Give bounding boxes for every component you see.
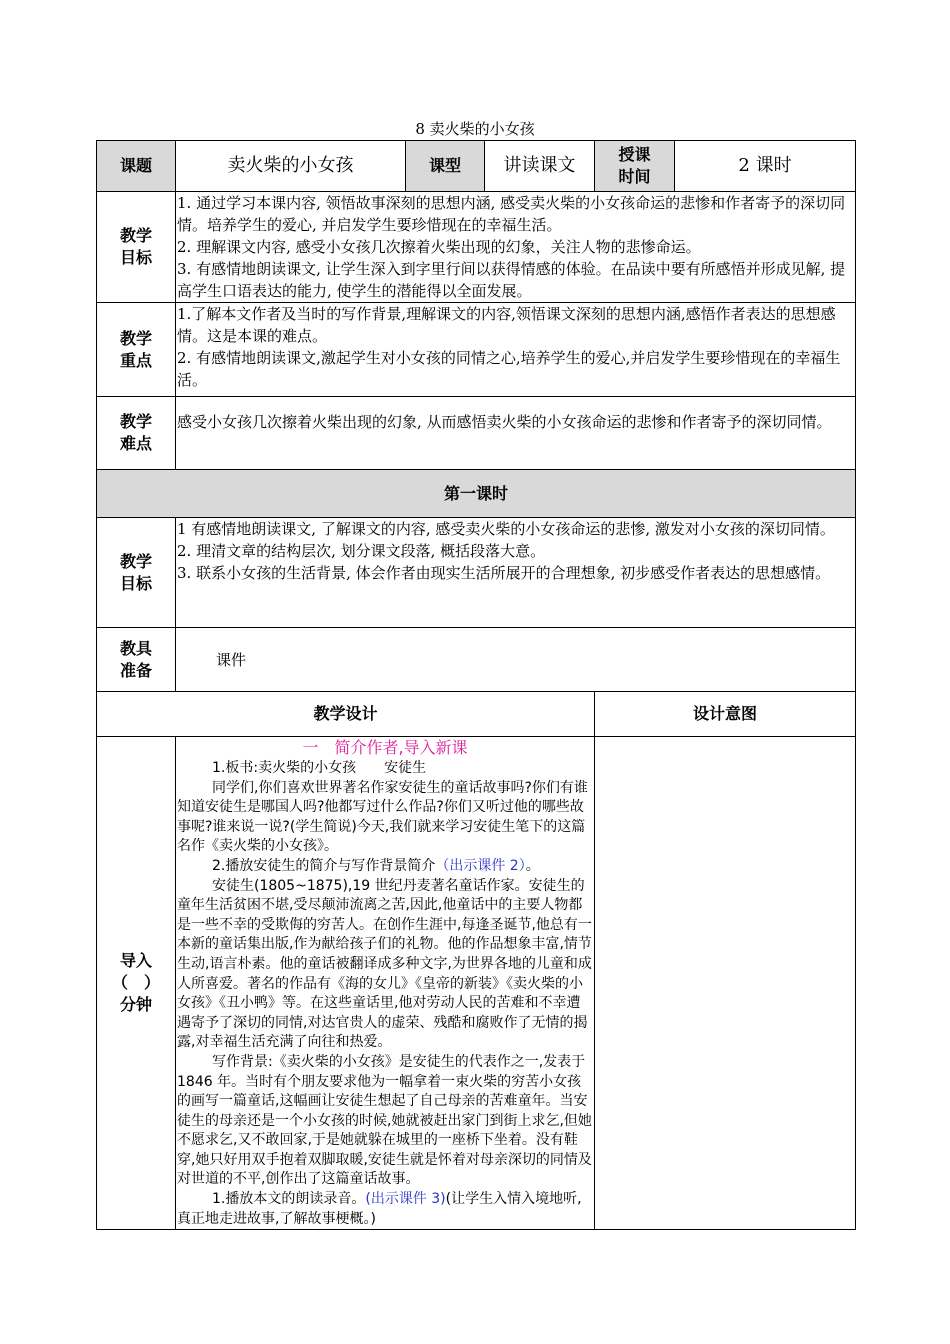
difficulty-text: 感受小女孩几次擦着火柴出现的幻象, 从而感悟卖火柴的小女孩命运的悲惨和作者寄予的深切同情。 — [177, 413, 832, 431]
lesson1-goals-row — [97, 518, 856, 628]
tools-value: 课件 — [176, 628, 856, 692]
design-paragraph-text: 2.播放安徒生的简介与写作背景简介 — [212, 857, 436, 874]
goals-row — [97, 192, 856, 303]
lesson1-banner-row — [97, 470, 856, 518]
design-paragraph-end: (让学生入情入境地听,真正地走进故事,了解故事梗概。) — [177, 1191, 582, 1227]
design-content — [176, 737, 595, 1230]
design-paragraph: 1.板书:卖火柴的小女孩 安徒生 — [212, 760, 427, 776]
intent-content — [595, 737, 856, 1230]
topic-label: 课题 — [97, 141, 176, 192]
time-label — [595, 141, 675, 192]
goals-content — [176, 192, 856, 303]
goals-label — [97, 192, 176, 303]
header-row — [97, 141, 856, 192]
design-paragraph — [177, 1190, 593, 1229]
keypoint-item: 2. 有感情地朗读课文,激起学生对小女孩的同情之心,培养学生的爱心,并启发学生要珍惜现在的幸福生活。 — [177, 349, 841, 389]
document-title: 8 卖火柴的小女孩 — [415, 120, 535, 138]
design-paragraph-text: 1.播放本文的朗读录音。 — [212, 1191, 366, 1208]
lesson1-goals-content — [176, 518, 856, 628]
difficulty-label-text: 教学难点 — [119, 412, 152, 453]
goal-item: 3. 有感情地朗读课文, 让学生深入到字里行间以获得情感的体验。在品读中要有所感悟并形成见解, 提高学生口语表达的能力, 使学生的潜能得以全面发展。 — [177, 260, 846, 300]
topic-value: 卖火柴的小女孩 — [176, 141, 406, 192]
lesson1-goal-item: 1 有感情地朗读课文, 了解课文的内容, 感受卖火柴的小女孩命运的悲惨, 激发对小女孩的深切同情。 — [177, 520, 835, 538]
lesson1-title: 第一课时 — [97, 470, 856, 518]
difficulty-label — [97, 397, 176, 470]
courseware-note: （出示课件 2） — [435, 857, 526, 874]
lesson1-goal-item: 2. 理清文章的结构层次, 划分课文段落, 概括段落大意。 — [177, 542, 546, 560]
goal-item: 2. 理解课文内容, 感受小女孩几次擦着火柴出现的幻象，关注人物的悲惨命运。 — [177, 238, 701, 256]
tools-label-text: 教具准备 — [119, 638, 152, 680]
difficulty-row — [97, 397, 856, 470]
tools-label — [97, 628, 176, 692]
design-paragraph: 写作背景:《卖火柴的小女孩》是安徒生的代表作之一,发表于1846 年。当时有个朋友要求他为一幅拿着一束火柴的穷苦小女孩的画写一篇童话,这幅画让安徒生想起了自己母亲的苦难童年。当安徒生的母亲还是一个小女孩的时候,她就被赶出家门到街上求乞,但她不愿求乞,又不敢回家,于是她就躲在城里的一座桥下坐着。没有鞋穿,她只好用双手抱着双脚取暖,安徒生就是怀着对母亲深切的同情及对世道的不平,创作出了这篇童话故事。 — [177, 1053, 592, 1188]
lesson1-goal-item: 3. 联系小女孩的生活背景, 体会作者由现实生活所展开的合理想象, 初步感受作者表达的思想感情。 — [177, 564, 831, 582]
type-label: 课型 — [406, 141, 485, 192]
section-title: 一 简介作者,导入新课 — [302, 738, 468, 757]
design-paragraph: 同学们,你们喜欢世界著名作家安徒生的童话故事吗?你们有谁知道安徒生是哪国人吗?他都写过什么作品?你们又听过他的哪些故事呢?谁来说一说?(学生简说)今天,我们就来学习安徒生笔下的这篇名作《卖火柴的小女孩》。 — [177, 779, 588, 855]
type-value: 讲读课文 — [485, 141, 595, 192]
stage-label-text: 导入（ ）分钟 — [111, 951, 160, 1015]
keypoints-row — [97, 303, 856, 397]
lesson1-goals-label-text: 教学目标 — [119, 551, 152, 593]
stage-label — [97, 737, 176, 1230]
lesson-plan-table — [96, 140, 856, 1230]
keypoints-content — [176, 303, 856, 397]
keypoint-item: 1.了解本文作者及当时的写作背景,理解课文的内容,领悟课文深刻的思想内涵,感悟作者表达的思想感情。这是本课的难点。 — [177, 305, 836, 345]
design-header-row — [97, 692, 856, 737]
time-value: 2 课时 — [675, 141, 856, 192]
courseware-note: (出示课件 3) — [365, 1191, 446, 1208]
design-paragraph: 安徒生(1805~1875),19 世纪丹麦著名童话作家。安徒生的童年生活贫困不堪,受尽颠沛流离之苦,因此,他童话中的主要人物都是一些不幸的受欺侮的穷苦人。在创作生涯中,每逢圣诞节,他总有一本新的童话集出版,作为献给孩子们的礼物。他的作品想象丰富,情节生动,语言朴素。他的童话被翻译成多种文字,为世界各地的儿童和成人所喜爱。著名的作品有《海的女儿》《皇帝的新装》《卖火柴的小女孩》《丑小鸭》等。在这些童话里,他对劳动人民的苦难和不幸遭遇寄予了深切的同情,对达官贵人的虚荣、残酷和腐败作了无情的揭露,对幸福生活充满了向往和热爱。 — [177, 877, 592, 1051]
design-paragraph — [177, 857, 593, 877]
goals-label-text: 教学目标 — [119, 226, 152, 267]
keypoints-label — [97, 303, 176, 397]
difficulty-content — [176, 397, 856, 470]
lesson1-goals-label — [97, 518, 176, 628]
design-paragraph-end: 。 — [525, 857, 540, 874]
goal-item: 1. 通过学习本课内容, 领悟故事深刻的思想内涵, 感受卖火柴的小女孩命运的悲惨和作者寄予的深切同情。培养学生的爱心, 并启发学生要珍惜现在的幸福生活。 — [177, 194, 846, 234]
time-label-text: 授课时间 — [618, 145, 651, 186]
intent-column-header: 设计意图 — [595, 692, 856, 737]
design-body-row — [97, 737, 856, 1230]
tools-row — [97, 628, 856, 692]
keypoints-label-text: 教学重点 — [119, 328, 152, 370]
design-column-header: 教学设计 — [97, 692, 595, 737]
